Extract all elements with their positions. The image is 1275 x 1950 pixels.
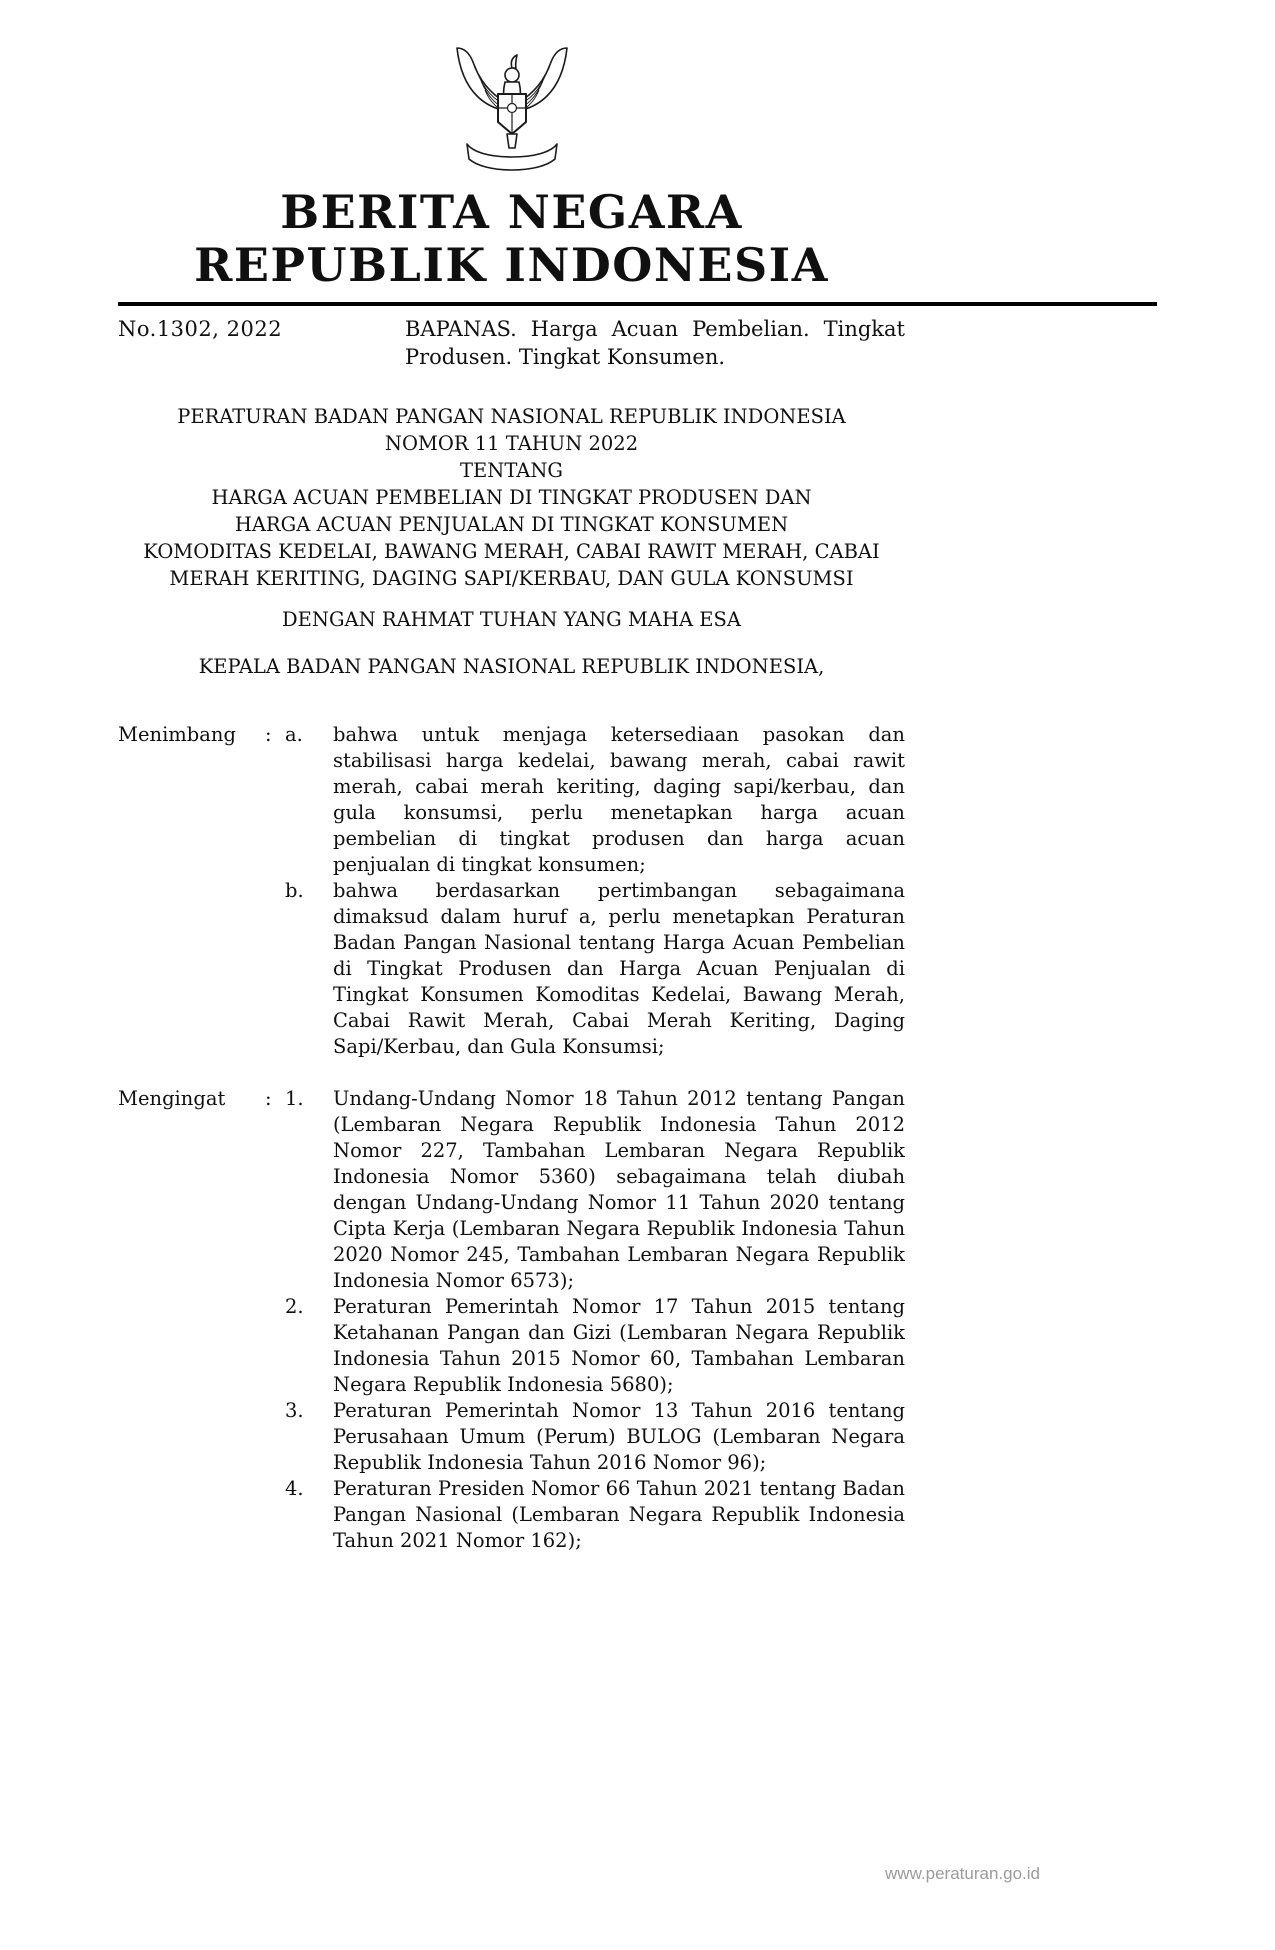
item-marker: b. xyxy=(285,878,304,902)
regulation-subject-line: MERAH KERITING, DAGING SAPI/KERBAU, DAN GULA KONSUMSI xyxy=(169,566,854,590)
masthead-divider xyxy=(118,302,1157,306)
item-marker: 3. xyxy=(285,1398,304,1422)
regulation-subject-line: KOMODITAS KEDELAI, BAWANG MERAH, CABAI RAWIT MERAH, CABAI xyxy=(143,539,880,563)
item-marker: 2. xyxy=(285,1294,304,1318)
mengingat-item-1 xyxy=(118,1086,905,1294)
item-text: Peraturan Presiden Nomor 66 Tahun 2021 tentang Badan Pangan Nasional (Lembaran Negara Republik Indonesia Tahun 2021 Nomor 162); xyxy=(333,1476,905,1552)
gazette-header xyxy=(118,315,905,371)
menimbang-item-a xyxy=(118,722,905,878)
regulation-subject-line: HARGA ACUAN PEMBELIAN DI TINGKAT PRODUSEN DAN xyxy=(211,485,812,509)
item-text: Peraturan Pemerintah Nomor 17 Tahun 2015 tentang Ketahanan Pangan dan Gizi (Lembaran Negara Republik Indonesia Tahun 2015 Nomor 60, Tambahan Lembaran Negara Republik Indonesia 5680); xyxy=(333,1294,905,1396)
item-text: bahwa berdasarkan pertimbangan sebagaimana dimaksud dalam huruf a, perlu menetapkan Peraturan Badan Pangan Nasional tentang Harga Acuan Pembelian di Tingkat Produsen dan Harga Acuan Penjualan di Tingkat Konsumen Komoditas Kedelai, Bawang Merah, Cabai Rawit Merah, Cabai Merah Keriting, Daging Sapi/Kerbau, dan Gula Konsumsi; xyxy=(333,878,905,1058)
mengingat-colon: : xyxy=(265,1086,272,1110)
menimbang-section xyxy=(118,722,905,1060)
masthead-title-line2: REPUBLIK INDONESIA xyxy=(194,238,829,293)
item-marker: 1. xyxy=(285,1086,304,1110)
masthead-title-line1: BERITA NEGARA xyxy=(280,185,743,239)
item-marker: 4. xyxy=(285,1476,304,1500)
item-marker: a. xyxy=(285,722,303,746)
item-text: bahwa untuk menjaga ketersediaan pasokan dan stabilisasi harga kedelai, bawang merah, cabai rawit merah, cabai merah keriting, daging sapi/kerbau, dan gula konsumsi, perlu menetapkan harga acuan pembelian di tingkat produsen dan harga acuan penjualan di tingkat konsumen; xyxy=(333,722,905,876)
item-text: Undang-Undang Nomor 18 Tahun 2012 tentang Pangan (Lembaran Negara Republik Indonesia Tahun 2012 Nomor 227, Tambahan Lembaran Negara Republik Indonesia Nomor 5360) sebagaimana telah diubah dengan Undang-Undang Nomor 11 Tahun 2020 tentang Cipta Kerja (Lembaran Negara Republik Indonesia Tahun 2020 Nomor 245, Tambahan Lembaran Negara Republik Indonesia Nomor 6573); xyxy=(333,1086,905,1292)
mengingat-item-2 xyxy=(118,1294,905,1398)
regulation-title-block xyxy=(118,403,905,680)
item-text: Peraturan Pemerintah Nomor 13 Tahun 2016 tentang Perusahaan Umum (Perum) BULOG (Lembaran Negara Republik Indonesia Tahun 2016 Nomor 96); xyxy=(333,1398,905,1474)
menimbang-label: Menimbang xyxy=(118,722,236,746)
menimbang-item-b xyxy=(118,878,905,1060)
regulation-number-line: NOMOR 11 TAHUN 2022 xyxy=(384,431,639,455)
mengingat-label: Mengingat xyxy=(118,1086,226,1110)
footer-url: www.peraturan.go.id xyxy=(885,1864,1040,1883)
regulation-tentang-line: TENTANG xyxy=(460,458,563,482)
mengingat-item-4 xyxy=(118,1476,905,1554)
mengingat-section xyxy=(118,1086,905,1554)
garuda-pancasila-emblem xyxy=(118,0,905,176)
issuing-official-line: KEPALA BADAN PANGAN NASIONAL REPUBLIK INDONESIA, xyxy=(198,654,825,678)
invocation-line: DENGAN RAHMAT TUHAN YANG MAHA ESA xyxy=(282,607,741,631)
gazette-number: No.1302, 2022 xyxy=(118,316,283,341)
menimbang-colon: : xyxy=(265,722,272,746)
mengingat-item-3 xyxy=(118,1398,905,1476)
regulation-subject-line: HARGA ACUAN PENJUALAN DI TINGKAT KONSUMEN xyxy=(234,512,789,536)
gazette-subject: BAPANAS. Harga Acuan Pembelian. Tingkat Produsen. Tingkat Konsumen. xyxy=(405,316,905,369)
regulation-title-line: PERATURAN BADAN PANGAN NASIONAL REPUBLIK INDONESIA xyxy=(177,404,846,428)
masthead xyxy=(118,186,905,293)
